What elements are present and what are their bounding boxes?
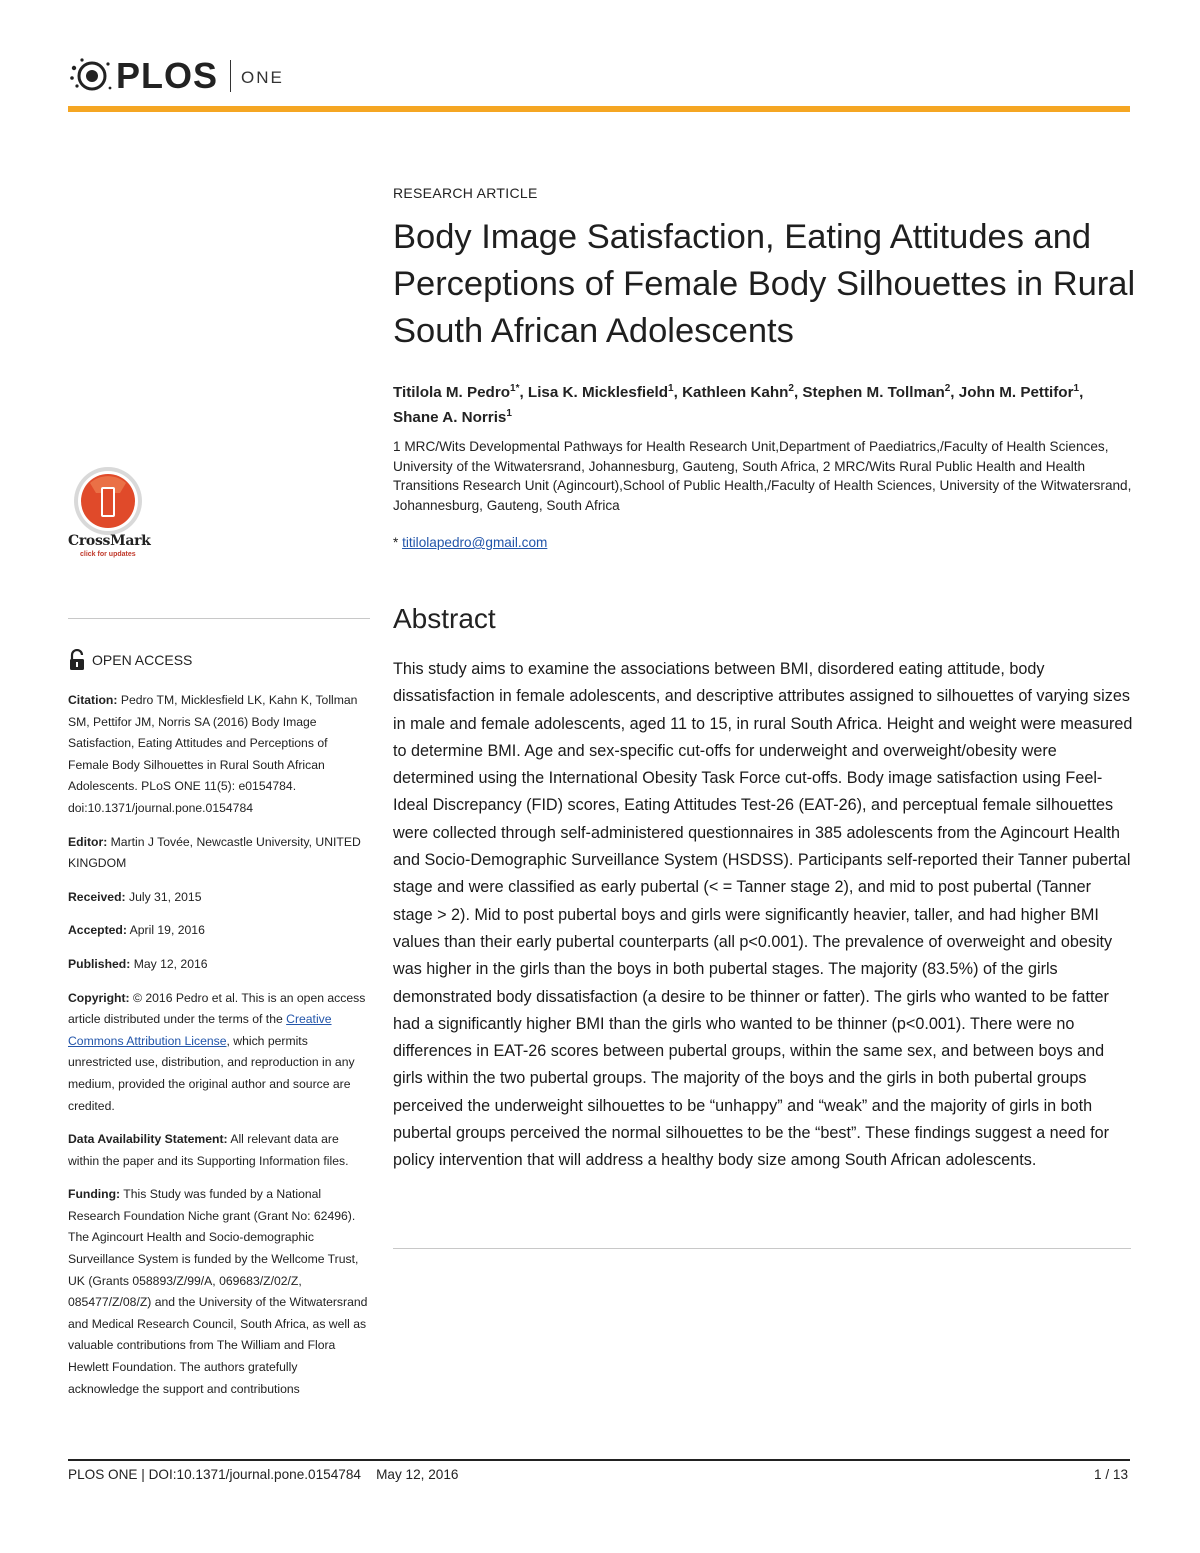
open-access-badge	[68, 649, 192, 671]
author-name[interactable]: Shane A. Norris	[393, 409, 507, 427]
funding-label: Funding:	[68, 1187, 121, 1202]
data-availability-text: All relevant data are within the paper and its Supporting Information files.	[68, 1132, 349, 1168]
editor	[68, 832, 370, 875]
data-availability-label: Data Availability Statement:	[68, 1132, 228, 1147]
author-affiliation-marker: 1	[668, 383, 674, 394]
published-label: Published:	[68, 956, 131, 971]
abstract-text: This study aims to examine the associations between BMI, disordered eating attitude, body dissatisfaction in female adolescents, and descriptive attributes assigned to silhouettes of varying sizes in male and female adolescents, aged 11 to 15, in rural South Africa. Height and weight were measured to determine BMI. Age and sex-specific cut-offs for underweight and overweight/obesity were determined using the International Obesity Task Force cut-offs. Body image satisfaction using Feel-Ideal Discrepancy (FID) scores, Eating Attitudes Test-26 (EAT-26), and perceptual female silhouettes were collected through self-administered questionnaires in 385 adolescents from the Agincourt Health and Socio-Demographic Surveillance System (HSDSS). Participants self-reported their Tanner pubertal stage and were classified as early pubertal (< = Tanner stage 2), and mid to post pubertal (Tanner stage > 2). Mid to post pubertal boys and girls were significantly heavier, taller, and had higher BMI values than their early pubertal counterparts (all p<0.001). The prevalence of overweight and obesity was higher in the girls than the boys in both pubertal stages. The majority (83.5%) of the girls demonstrated body dissatisfaction (a desire to be thinner or fatter). The girls who wanted to be fatter had a significantly higher BMI than the girls who wanted to be thinner (p<0.001). There were no differences in EAT-26 scores between pubertal groups, within the same sex, and between boys and girls within the two pubertal groups. The majority of the boys and the girls in both pubertal groups perceived the underweight silhouettes to be “unhappy” and “weak” and the majority of girls in both pubertal groups perceived the normal silhouettes to be the “best”. These findings suggest a need for policy intervention that will address a healthy body size among South African adolescents.	[393, 660, 1133, 1170]
author-name[interactable]: Lisa K. Micklesfield	[527, 384, 669, 402]
copyright-text: © 2016 Pedro et al. This is an open access article distributed under the terms of the	[68, 990, 366, 1027]
published	[68, 954, 370, 976]
page-number: 1 / 13	[1094, 1467, 1129, 1482]
email-link[interactable]: titilolapedro@gmail.com	[402, 535, 548, 550]
received-date: July 31, 2015	[128, 889, 202, 904]
copyright-text-end: , which permits unrestricted use, distribution, and reproduction in any medium, provided the original author and source are credited.	[68, 1033, 355, 1113]
accepted-date: April 19, 2016	[129, 923, 205, 938]
author-name[interactable]: Kathleen Kahn	[682, 384, 789, 402]
footer-rule	[68, 1459, 1130, 1461]
citation	[68, 690, 370, 820]
abstract-heading: Abstract	[393, 603, 496, 634]
license-link[interactable]: Creative Commons Attribution License	[68, 1012, 332, 1048]
corresponding-email	[393, 535, 547, 550]
article-metadata	[68, 690, 370, 1412]
accepted-label: Accepted:	[68, 923, 127, 938]
open-access-label: OPEN ACCESS	[92, 652, 193, 668]
citation-label: Citation:	[68, 693, 118, 707]
abstract-divider	[393, 1248, 1131, 1249]
author-affiliation-marker: 1	[1073, 383, 1080, 394]
plos-logo-text: PLOS	[116, 55, 219, 96]
received	[68, 887, 370, 909]
funding-text: This Study was funded by a National Research Foundation Niche grant (Grant No: 62496). The Agincourt Health and Socio-demographic Surveillance System is funded by the Wellcome Trust, UK (Grants 058893/Z/99/A, 069683/Z/02/Z, 085477/Z/08/Z) and the University of the Witwatersrand and Medical Research Council, South Africa, as well as valuable contributions from The William and Flora Hewlett Foundation. The authors gratefully acknowledge the support and contributions	[68, 1187, 368, 1396]
footer-citation: PLOS ONE | DOI:10.1371/journal.pone.0154784 May 12, 2016	[68, 1467, 459, 1482]
plos-logo[interactable]	[68, 54, 284, 98]
article-title: Body Image Satisfaction, Eating Attitudes and Perceptions of Female Body Silhouettes in Rural South African Adolescents	[393, 218, 1136, 350]
citation-text: Pedro TM, Micklesfield LK, Kahn K, Tollman SM, Pettifor JM, Norris SA (2016) Body Image Satisfaction, Eating Attitudes and Perceptions of Female Body Silhouettes in Rural South African Adolescents. PLoS ONE 11(5): e0154784. doi:10.1371/journal.pone.0154784	[68, 693, 358, 815]
corresponding-marker: *	[393, 535, 403, 550]
affiliations: 1 MRC/Wits Developmental Pathways for Health Research Unit,Department of Paediatrics,/Faculty of Health Sciences, University of the Witwatersrand, Johannesburg, Gauteng, South Africa, 2 MRC/Wits Rural Public Health and Health Transitions Research Unit (Agincourt),School of Public Health,/Faculty of Health Sciences, University of the Witwatersrand, Johannesburg, Gauteng, South Africa	[393, 439, 1132, 513]
author-list: Titilola M. Pedro$^{1*}$, Lisa K. Micklesfield$^1$, Kathleen Kahn$^2$, Stephen M. Tollman$^2$, John M. Pettifor$^1$, Shane A. Norris$^1$	[393, 383, 1084, 427]
copyright-label: Copyright:	[68, 990, 130, 1005]
crossmark-label: CrossMark	[68, 533, 151, 549]
header-accent-rule	[68, 106, 1130, 112]
author-affiliation-marker: 2	[944, 383, 951, 394]
author-affiliation-marker: 2	[788, 383, 794, 394]
editor-label: Editor:	[68, 834, 108, 849]
published-date: May 12, 2016	[133, 956, 208, 971]
plos-logo-subtext: ONE	[241, 68, 284, 87]
sidebar-divider	[68, 618, 370, 619]
author-name[interactable]: Titilola M. Pedro	[393, 384, 511, 402]
editor-text: Martin J Tovée, Newcastle University, UNITED KINGDOM	[68, 834, 361, 871]
copyright	[68, 988, 370, 1118]
plos-logo-icon	[68, 56, 114, 96]
logo-separator	[230, 60, 231, 92]
crossmark-sublabel: click for updates	[80, 551, 136, 558]
author-affiliation-marker: 1*	[510, 383, 520, 394]
author-name[interactable]: Stephen M. Tollman	[802, 384, 945, 402]
author-affiliation-marker: 1	[506, 408, 512, 420]
crossmark-badge[interactable]	[68, 463, 150, 563]
received-label: Received:	[68, 889, 126, 904]
article-type: RESEARCH ARTICLE	[393, 185, 538, 201]
accepted	[68, 920, 370, 942]
author-name[interactable]: John M. Pettifor	[958, 384, 1074, 402]
funding	[68, 1184, 370, 1400]
data-availability	[68, 1129, 370, 1172]
open-lock-icon	[68, 649, 88, 671]
